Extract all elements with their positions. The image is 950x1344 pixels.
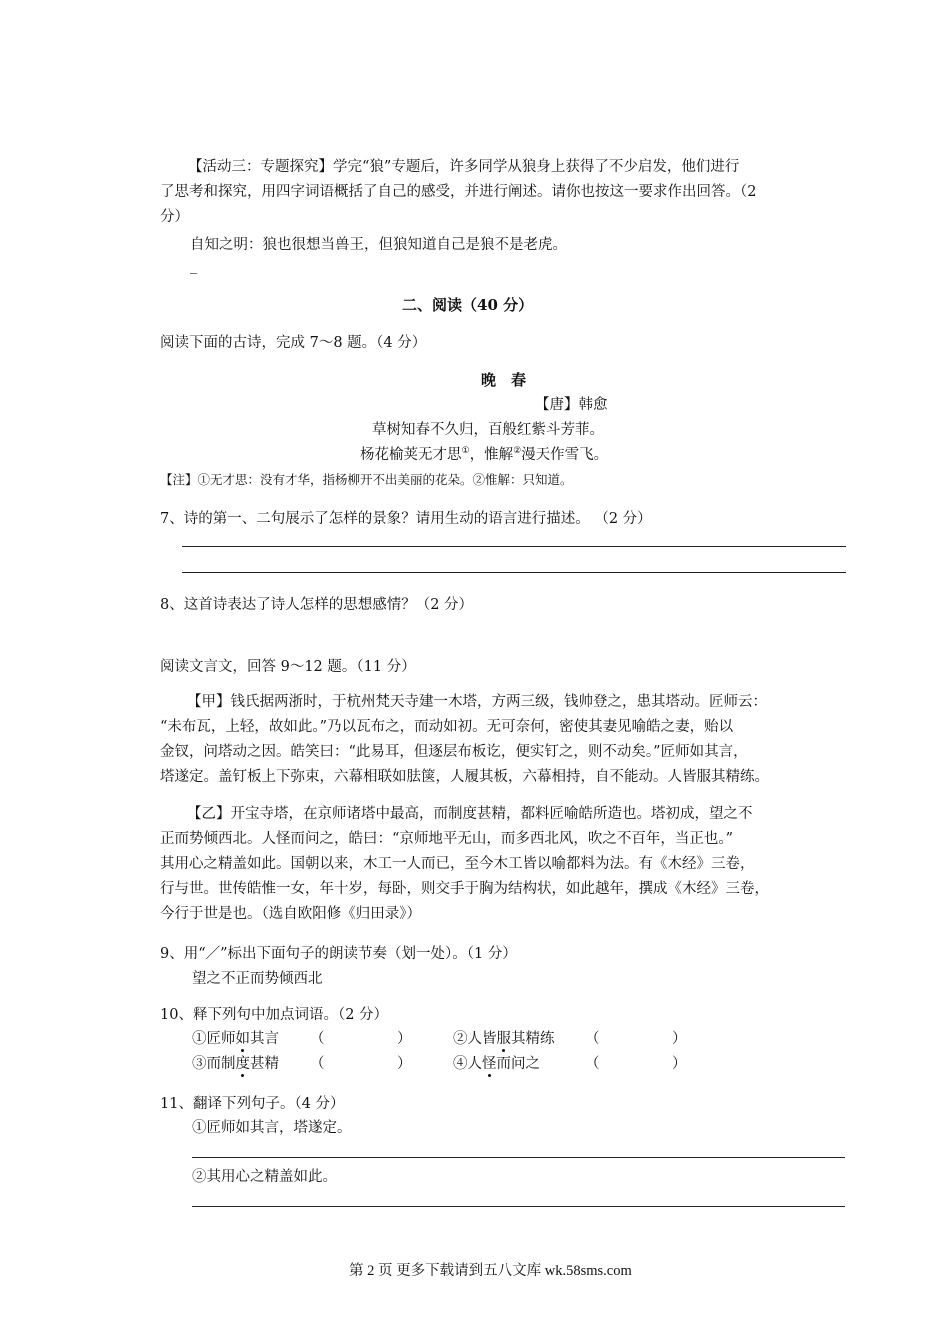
q10-item-4: ④人怪而问之 — [453, 1056, 540, 1072]
question-11: 11、翻译下列句子。（4 分） — [160, 1096, 345, 1112]
q10-item-1: ①匠师如其言 — [192, 1031, 279, 1047]
q10-item-2: ②人皆服其精练 — [453, 1031, 555, 1047]
q11-sentence-2: ②其用心之精盖如此。 — [192, 1169, 337, 1185]
activity3-line2: 了思考和探究，用四字词语概括了自己的感受，并进行阐述。请你也按这一要求作出回答。（2 — [160, 184, 757, 200]
question-10: 10、释下列句中加点词语。（2 分） — [160, 1007, 389, 1023]
q11-answer-line-1[interactable] — [192, 1157, 845, 1158]
question-9: 9、用“／”标出下面句子的朗读节奏（划一处）。（1 分） — [160, 946, 517, 962]
q11-answer-line-2[interactable] — [192, 1206, 845, 1207]
passage-jia-line1: 【甲】钱氏据两浙时，于杭州梵天寺建一木塔，方两三级，钱帅登之，患其塔动。匠师云： — [187, 694, 767, 710]
page-footer: 第 2 页 更多下载请到五八文库 wk.58sms.com — [349, 1263, 632, 1279]
activity3-line1: 【活动三：专题探究】学完“狼”专题后，许多同学从狼身上获得了不少启发，他们进行 — [188, 159, 740, 175]
passage-yi-line2: 正而势倾西北。人怪而问之，皓曰：“京师地平无山，而多西北风，吹之不百年，当正也。” — [160, 831, 734, 847]
q10-blank-2[interactable]: （ ） — [585, 1031, 687, 1047]
passage-jia-line4: 塔遂定。盖钉板上下弥束，六幕相联如胠箧，人履其板，六幕相持，自不能动。人皆服其精练。 — [160, 769, 769, 785]
q11-sentence-1: ①匠师如其言，塔遂定。 — [192, 1120, 352, 1136]
poem-title: 晚 春 — [481, 371, 527, 389]
q7-answer-line-1[interactable] — [182, 546, 846, 547]
poem-intro: 阅读下面的古诗，完成 7～8 题。（4 分） — [160, 335, 427, 351]
passage-jia-line3: 金钗，问塔动之因。皓笑曰：“此易耳，但逐层布板讫，便实钉之，则不动矣。”匠师如其言， — [160, 744, 748, 760]
passage-yi-line4: 行与世。世传皓惟一女，年十岁，每卧，则交手于胸为结构状，如此越年，撰成《木经》三卷， — [160, 881, 769, 897]
activity3-answer-mark: _ — [190, 258, 198, 274]
activity3-example: 自知之明：狼也很想当兽王，但狼知道自己是狼不是老虎。 — [190, 237, 567, 253]
q10-blank-1[interactable]: （ ） — [310, 1031, 412, 1047]
poem-author: 【唐】韩愈 — [535, 397, 608, 413]
passage-yi-line3: 其用心之精盖如此。国朝以来，木工一人而已，至今木工皆以喻都料为法。有《木经》三卷， — [160, 856, 755, 872]
q10-blank-4[interactable]: （ ） — [585, 1056, 687, 1072]
q7-answer-line-2[interactable] — [182, 572, 846, 573]
section2-title: 二、阅读（40 分） — [402, 296, 534, 314]
question-7: 7、诗的第一、二句展示了怎样的景象？请用生动的语言进行描述。 （2 分） — [160, 511, 652, 527]
passage-yi-line1: 【乙】开宝寺塔，在京师诸塔中最高，而制度甚精，都料匠喻皓所造也。塔初成，望之不 — [187, 806, 753, 822]
poem-line1: 草树知春不久归，百般红紫斗芳菲。 — [372, 422, 604, 438]
passage-yi-line5: 今行于世是也。（选自欧阳修《归田录》） — [160, 906, 421, 922]
poem-line2: 杨花榆荚无才思①，惟解②漫天作雪飞。 — [360, 446, 609, 463]
q10-blank-3[interactable]: （ ） — [310, 1056, 412, 1072]
question-8: 8、这首诗表达了诗人怎样的思想感情？（2 分） — [160, 597, 474, 613]
prose-intro: 阅读文言文，回答 9～12 题。（11 分） — [160, 659, 416, 675]
q10-item-3: ③而制度甚精 — [192, 1056, 279, 1072]
q9-sentence: 望之不正而势倾西北 — [192, 971, 323, 987]
passage-jia-line2: “未布瓦，上轻，故如此。”乃以瓦布之，而动如初。无可奈何，密使其妻见喻皓之妻，贻以 — [160, 719, 734, 735]
poem-note: 【注】①无才思：没有才华，指杨柳开不出美丽的花朵。②惟解：只知道。 — [160, 472, 573, 487]
activity3-line3: 分） — [160, 209, 189, 225]
